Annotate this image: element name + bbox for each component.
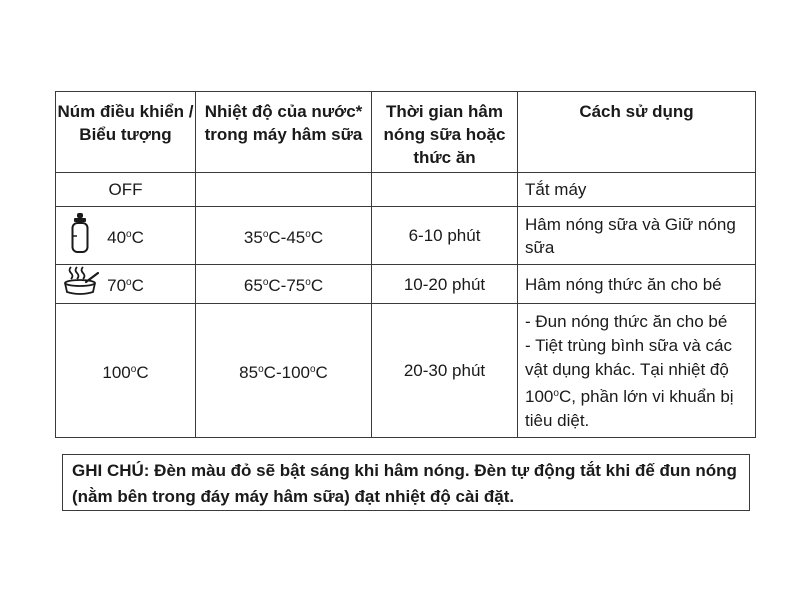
table-row xyxy=(56,304,756,438)
food-bowl-steam-icon xyxy=(62,265,100,303)
knob-label: 70$^o$C xyxy=(107,276,144,295)
knob-cell xyxy=(56,304,196,438)
table-row xyxy=(56,173,756,207)
table-header-row xyxy=(56,92,756,173)
header-usage: Cách sử dụng xyxy=(518,92,756,173)
usage-cell: Tắt máy xyxy=(518,173,756,207)
time-cell: 10-20 phút xyxy=(372,265,518,304)
knob-cell xyxy=(56,173,196,207)
knob-label: OFF xyxy=(108,180,143,199)
header-warming-time: Thời gian hâm nóng sữa hoặc thức ăn xyxy=(372,92,518,173)
time-cell: 20-30 phút xyxy=(372,304,518,438)
usage-line: C, phần lớn vi khuẩn bị tiêu diệt. xyxy=(525,387,734,430)
warmer-settings-table xyxy=(55,91,756,438)
time-cell: 6-10 phút xyxy=(372,207,518,265)
note-text: GHI CHÚ: Đèn màu đỏ sẽ bật sáng khi hâm nóng. Đèn tự động tắt khi đế đun nóng (nằm bên trong đáy máy hâm sữa) đạt nhiệt độ cài đặt. xyxy=(72,461,737,506)
knob-cell xyxy=(56,265,196,304)
table-row xyxy=(56,207,756,265)
usage-cell: Hâm nóng sữa và Giữ nóng sữa xyxy=(518,207,756,265)
usage-list: - Đun nóng thức ăn cho bé - Tiệt trùng bình sữa và các vật dụng khác. Tại nhiệt độ 100$^o$C, phần lớn vi khuẩn bị tiêu diệt. xyxy=(525,312,734,430)
usage-line: - Đun nóng thức ăn cho bé xyxy=(525,312,728,331)
usage-cell: Hâm nóng thức ăn cho bé xyxy=(518,265,756,304)
temp-cell xyxy=(196,173,372,207)
knob-cell xyxy=(56,207,196,265)
header-water-temp: Nhiệt độ của nước* trong máy hâm sữa xyxy=(196,92,372,173)
temp-cell: 65$^o$C-75$^o$C xyxy=(196,265,372,304)
usage-cell xyxy=(518,304,756,438)
temp-cell: 35$^o$C-45$^o$C xyxy=(196,207,372,265)
temp-cell: 85$^o$C-100$^o$C xyxy=(196,304,372,438)
note-box xyxy=(62,454,750,511)
knob-label: 40$^o$C xyxy=(107,227,144,247)
table-row xyxy=(56,265,756,304)
header-knob: Núm điều khiển / Biểu tượng xyxy=(56,92,196,173)
knob-label: 100$^o$C xyxy=(102,362,149,382)
baby-bottle-icon xyxy=(70,212,90,260)
usage-line: - Tiệt trùng bình sữa và các vật dụng khác. Tại nhiệt độ 100 xyxy=(525,336,732,406)
time-cell xyxy=(372,173,518,207)
